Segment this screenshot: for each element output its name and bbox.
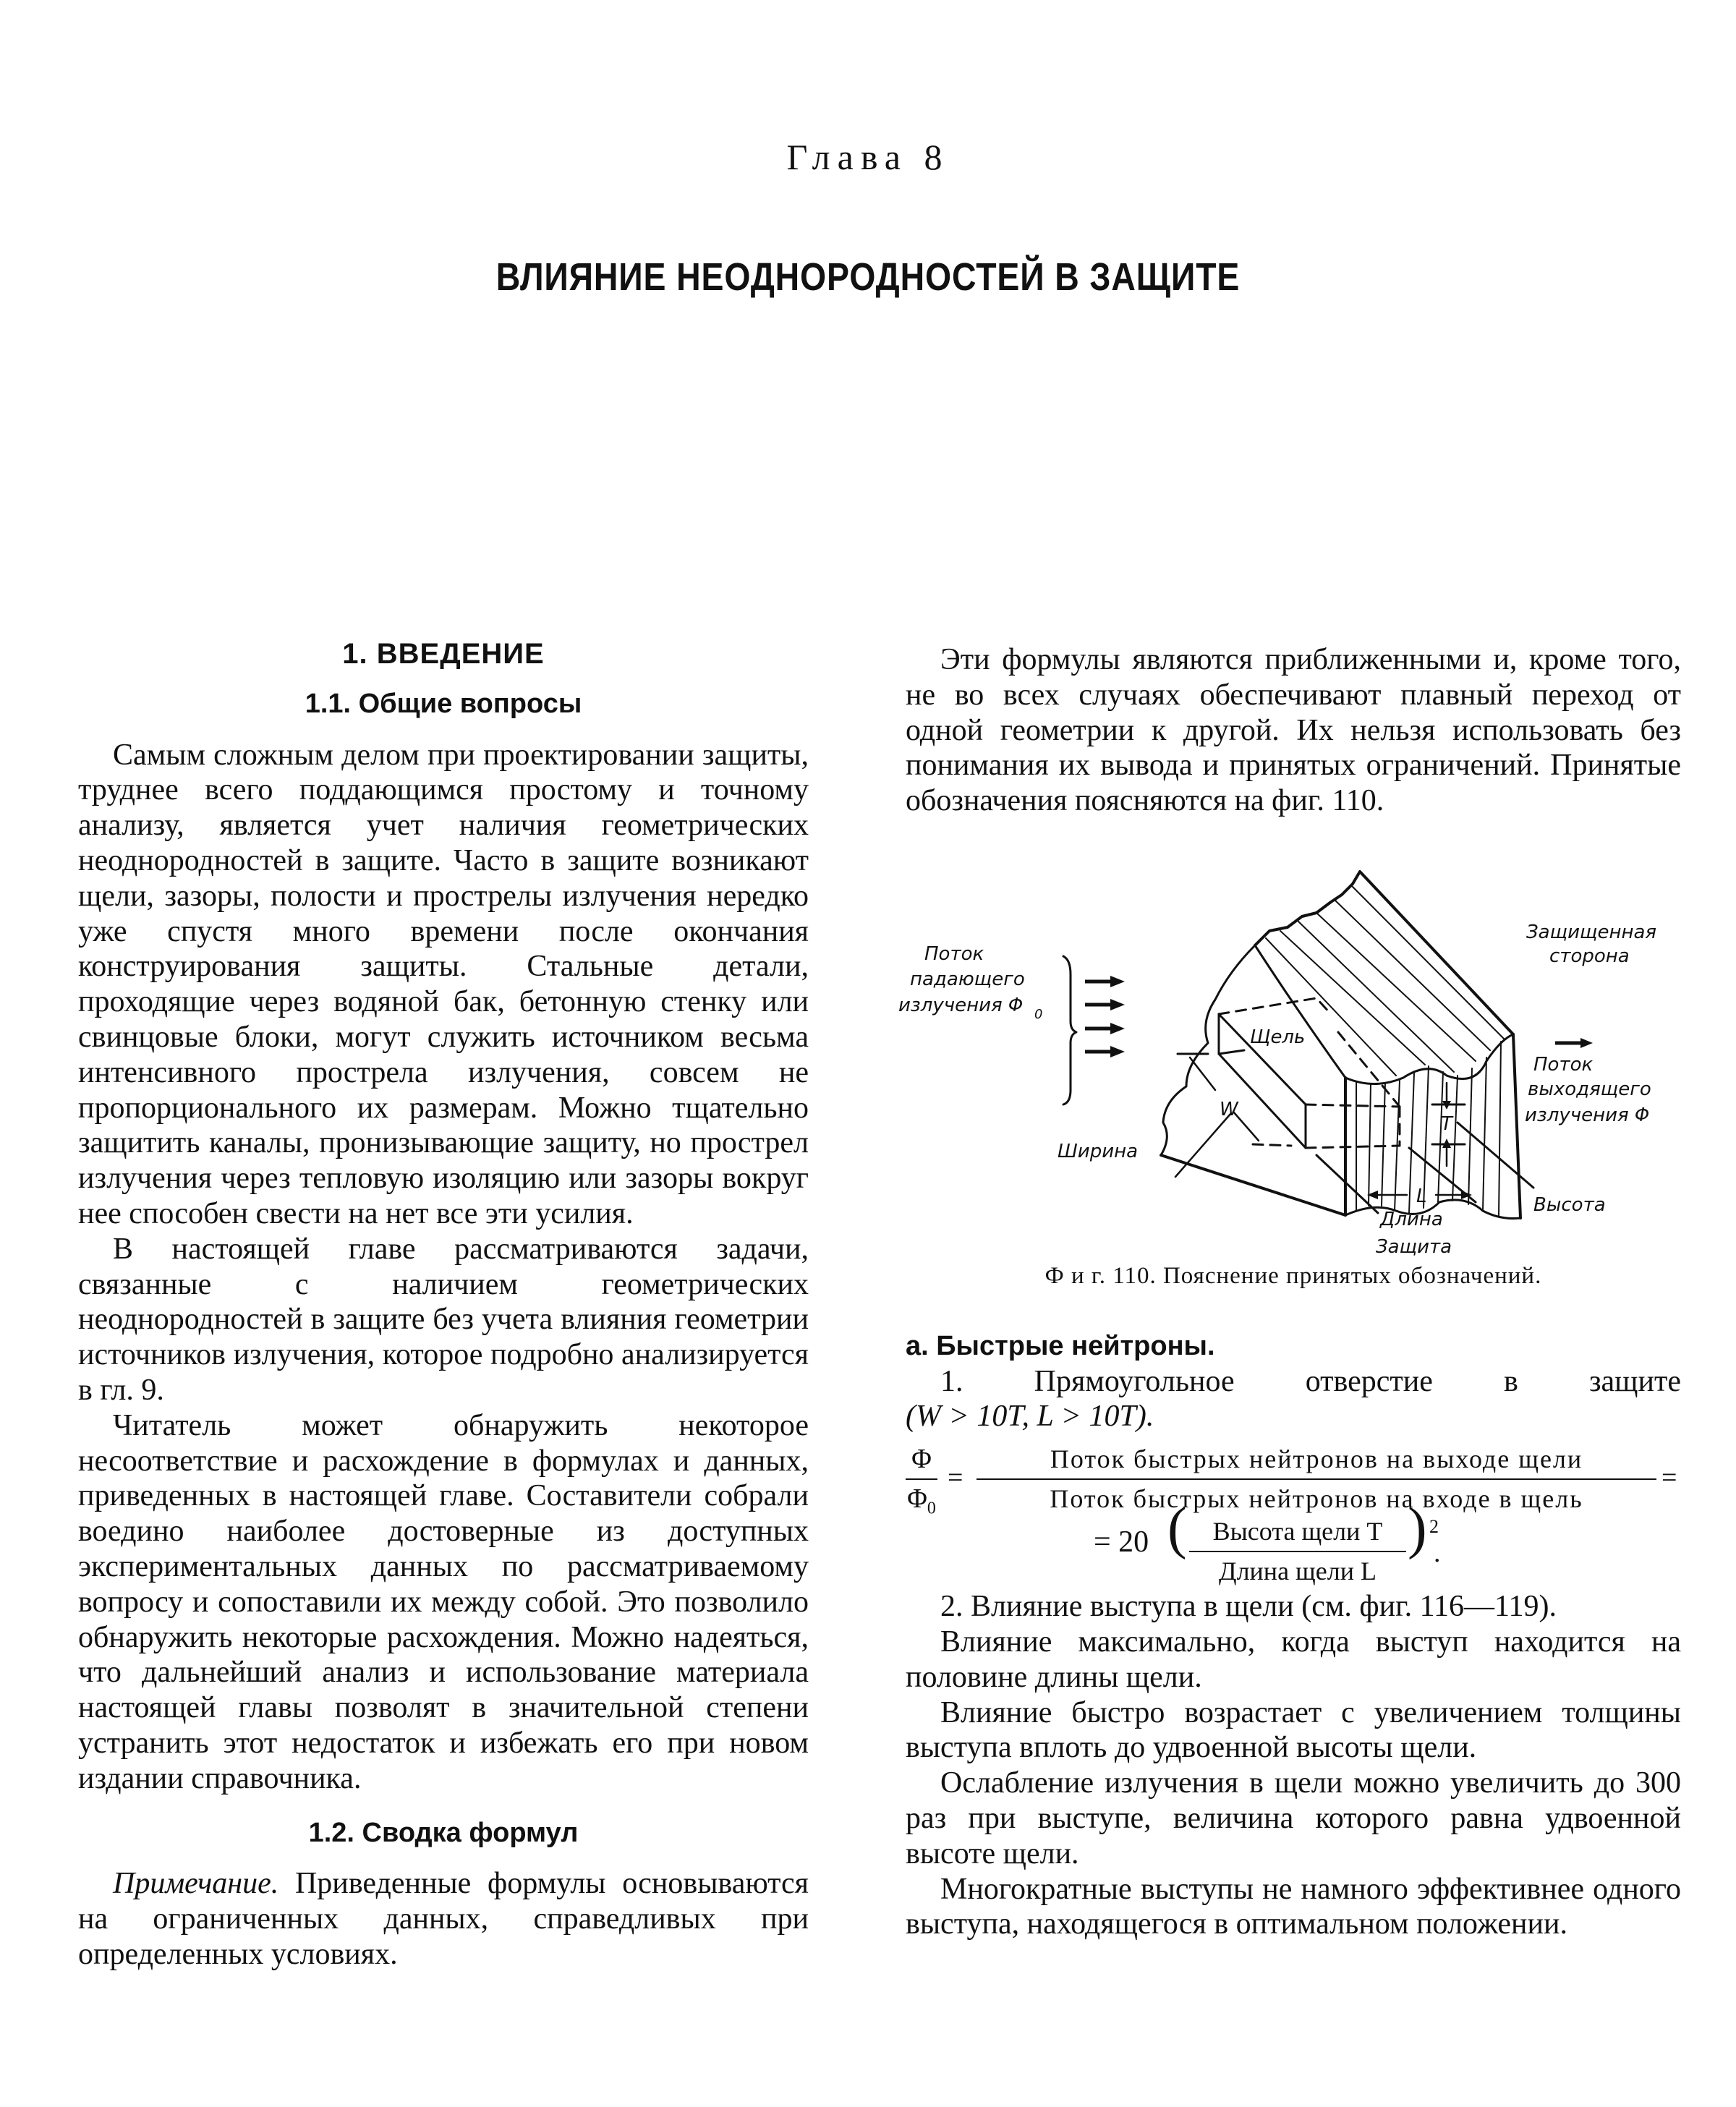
height-length-fraction: [1189, 1514, 1406, 1589]
label-width: Ширина: [1058, 1140, 1139, 1162]
item-1-condition: (W > 10T, L > 10T).: [906, 1400, 1154, 1434]
paragraph: Самым сложным делом при проектировании защиты, труднее всего поддающимся простому и точному анализу, является учет наличия геометрических неоднородностей в защите. Часто в защите возникают щели, зазоры, полости и прострелы излучения нередко уже спустя много времени после окончания конструирования защиты. Стальные детали, проходящие через водяной бак, бетонную стенку или свинцовые блоки, могут служить источником весьма интенсивного прострела излучения, совсем не пропорционального их размерам. Можно тщательно защитить каналы, пронизывающие защиту, но прострел излучения через тепловую изоляцию или зазоры вокруг нее способен свести на нет все эти усилия.: [78, 738, 809, 1230]
left-column: [78, 637, 809, 1972]
fast-neutrons-heading: а. Быстрые нейтроны.: [906, 1330, 1215, 1361]
flux-entry-text: Поток быстрых нейтронов на входе в щель: [1050, 1484, 1583, 1513]
chapter-number: Глава 8: [786, 137, 950, 177]
section-heading-introduction: 1. ВВЕДЕНИЕ: [342, 638, 545, 670]
close-paren: ): [1408, 1497, 1427, 1561]
item-1: 1. Прямоугольное отверстие в защите: [940, 1364, 1681, 1398]
label-incident-flux-1: Поток: [924, 942, 984, 965]
label-outgoing-flux-2: выходящего: [1528, 1078, 1651, 1100]
label-slit: Щель: [1250, 1026, 1306, 1048]
label-outgoing-flux-3: излучения Φ: [1525, 1104, 1650, 1126]
label-length: Длина: [1380, 1208, 1443, 1230]
result-prefix: = 20: [1094, 1525, 1149, 1559]
subsection-heading-general: 1.1. Общие вопросы: [305, 688, 582, 719]
paragraph: Ослабление излучения в щели можно увеличить до 300 раз при выступе, величина которого равна удвоенной высоте щели.: [906, 1766, 1681, 1870]
flux-exit-text: Поток быстрых нейтронов на выходе щели: [1050, 1444, 1583, 1474]
intro-paragraph: Эти формулы являются приближенными и, кроме того, не во всех случаях обеспечивают плавный переход от одной геометрии к другой. Их нельзя использовать без понимания их вывода и принятых ограничений. Принятые обозначения поясняются на фиг. 110.: [906, 643, 1681, 818]
length-text: Длина щели L: [1219, 1556, 1377, 1585]
label-width-symbol: W: [1220, 1098, 1238, 1120]
open-paren: (: [1167, 1497, 1187, 1561]
label-shield: Защита: [1376, 1235, 1452, 1258]
label-protected-side-1: Защищенная: [1526, 921, 1657, 943]
figure-caption: Ф и г. 110. Пояснение принятых обозначений.: [1044, 1262, 1542, 1289]
height-text: Высота щели T: [1212, 1517, 1383, 1546]
flux-denominator: Φ: [907, 1483, 927, 1514]
right-column: [898, 642, 1681, 1942]
flux-ratio-fraction: [906, 1442, 937, 1526]
equals-sign-2: =: [1661, 1463, 1677, 1494]
paragraph: Читатель может обнаружить некоторое несоответствие и расхождение в формулах и данных, приведенных в настоящей главе. Составители собрали воедино наиболее достоверные из доступных экспериментальных данных по рассматриваемому вопросу и сопоставили их между собой. Это позволило обнаружить некоторые расхождения. Можно надеяться, что дальнейший анализ и использование материала настоящей главы позволят в значительной степени устранить этот недостаток и избежать его при новом издании справочника.: [78, 1408, 809, 1795]
label-height: Высота: [1533, 1193, 1606, 1216]
exponent: 2: [1429, 1516, 1439, 1538]
paragraph: В настоящей главе рассматриваются задачи, связанные с наличием геометрических неоднородностей в защите без учета влияния геометрии источников излучения, которое подробно анализируется в гл. 9.: [78, 1232, 809, 1407]
note-paragraph: [78, 1866, 809, 1972]
flux-numerator: Φ: [911, 1444, 932, 1475]
paragraph: Влияние быстро возрастает с увеличением толщины выступа вплоть до удвоенной высоты щели.: [906, 1695, 1681, 1765]
equals-sign: =: [948, 1463, 963, 1494]
note-label: Примечание.: [113, 1867, 279, 1901]
paragraph: Многократные выступы не намного эффективнее одного выступа, находящегося в оптимальном положении.: [906, 1872, 1681, 1941]
label-outgoing-flux-1: Поток: [1533, 1053, 1594, 1076]
formula-end: .: [1434, 1538, 1441, 1569]
label-incident-flux-sub: 0: [1034, 1006, 1043, 1022]
chapter-title: ВЛИЯНИЕ НЕОДНОРОДНОСТЕЙ В ЗАЩИТЕ: [495, 255, 1241, 299]
subsection-heading-formulas: 1.2. Сводка формул: [308, 1817, 579, 1848]
label-incident-flux-3: излучения Φ: [898, 994, 1024, 1016]
figure-110: [897, 840, 1693, 1258]
neutron-flux-fraction: [977, 1442, 1656, 1517]
slit-transmission-formula: [906, 1434, 1681, 1585]
item-2: 2. Влияние выступа в щели (см. фиг. 116—119).: [940, 1590, 1557, 1624]
note-text: Приведенные формулы основываются на ограниченных данных, справедливых при определенных условиях.: [78, 1867, 809, 1971]
paragraph: Влияние максимально, когда выступ находится на половине длины щели.: [906, 1625, 1681, 1694]
flux-denominator-sub: 0: [927, 1499, 936, 1518]
label-height-symbol: T: [1441, 1112, 1452, 1135]
label-length-symbol: L: [1416, 1185, 1427, 1207]
label-incident-flux-2: падающего: [910, 968, 1025, 990]
slit-geometry-diagram: [897, 840, 1693, 1258]
label-protected-side-2: сторона: [1549, 945, 1630, 967]
